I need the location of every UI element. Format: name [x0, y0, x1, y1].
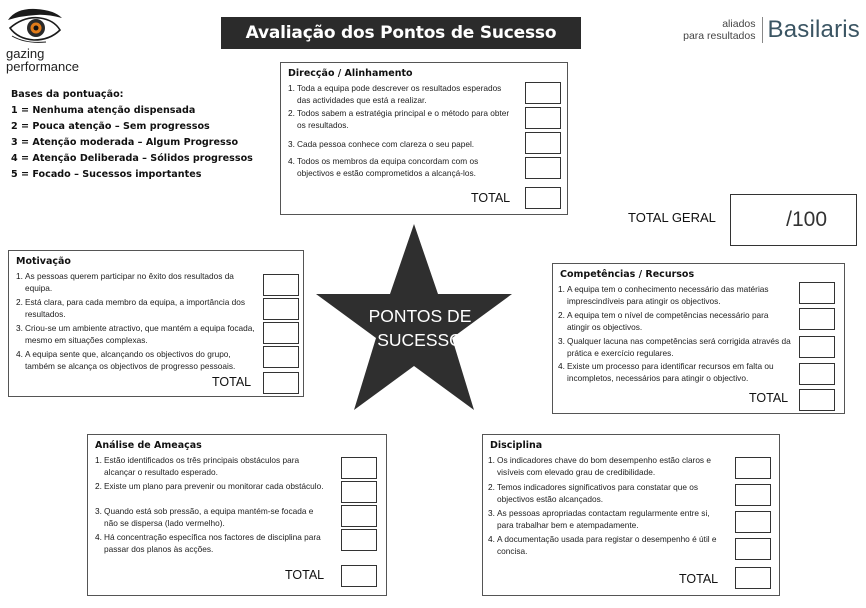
item-text: Criou-se um ambiente atractivo, que mantém a equipa focada, mesmo em situações complexas. — [25, 323, 255, 345]
list-item — [558, 361, 791, 384]
panel-title: Competências / Recursos — [560, 269, 695, 280]
score-input[interactable] — [341, 481, 377, 503]
list-item — [558, 310, 791, 333]
item-number: 1. — [16, 271, 23, 281]
item-text: Qualquer lacuna nas competências será corrigida através da prática e exercício regulares. — [567, 336, 791, 358]
list-item — [16, 349, 256, 372]
score-input[interactable] — [263, 274, 299, 296]
total-geral-label: TOTAL GERAL — [628, 210, 716, 225]
total-input[interactable] — [263, 372, 299, 394]
item-number: 2. — [16, 297, 23, 307]
item-number: 4. — [488, 534, 495, 544]
legend-line: 4 = Atenção Deliberada – Sólidos progressos — [11, 153, 253, 164]
list-item — [288, 156, 513, 179]
score-input[interactable] — [263, 346, 299, 368]
brand-tagline — [683, 18, 755, 42]
logo-line-1: gazing — [6, 46, 45, 61]
item-number: 4. — [95, 532, 102, 542]
total-label: TOTAL — [749, 391, 789, 405]
item-number: 3. — [288, 139, 295, 149]
success-star — [314, 222, 514, 412]
item-number: 2. — [288, 108, 295, 118]
page-title: Avaliação dos Pontos de Sucesso — [245, 23, 557, 43]
score-input[interactable] — [735, 538, 771, 560]
total-input[interactable] — [799, 389, 835, 411]
score-input[interactable] — [735, 511, 771, 533]
total-label: TOTAL — [679, 572, 719, 586]
list-item — [488, 534, 720, 557]
item-text: Há concentração específica nos factores de disciplina para passar dos planos às acções. — [104, 532, 321, 554]
total-label: TOTAL — [285, 568, 325, 582]
item-number: 4. — [288, 156, 295, 166]
item-text: Temos indicadores significativos para constatar que os objectivos estão alcançados. — [497, 482, 699, 504]
panel-direccao-alinhamento — [280, 62, 568, 215]
total-label: TOTAL — [212, 375, 252, 389]
score-input[interactable] — [525, 107, 561, 129]
list-item — [558, 284, 791, 307]
score-input[interactable] — [799, 336, 835, 358]
item-number: 3. — [488, 508, 495, 518]
logo-line-2: performance — [6, 59, 79, 74]
panel-analise-ameacas — [87, 434, 387, 596]
list-item — [16, 297, 256, 320]
item-text: A equipa sente que, alcançando os objectivos do grupo, também se alcança os objectivos de progresso pessoais. — [25, 349, 236, 371]
item-text: Quando está sob pressão, a equipa mantém-se focada e não se dispersa (lado vermelho). — [104, 506, 314, 528]
list-item — [488, 482, 720, 505]
legend-line: 5 = Focado – Sucessos importantes — [11, 169, 202, 180]
score-input[interactable] — [341, 529, 377, 551]
item-number: 1. — [558, 284, 565, 294]
panel-competencias-recursos — [552, 263, 845, 414]
item-number: 3. — [16, 323, 23, 333]
total-geral-input[interactable] — [730, 194, 857, 246]
item-text: A equipa tem o nível de competências necessário para atingir os objectivos. — [567, 310, 769, 332]
score-input[interactable] — [525, 157, 561, 179]
score-input[interactable] — [341, 505, 377, 527]
legend-heading: Bases da pontuação: — [11, 89, 124, 100]
total-input[interactable] — [525, 187, 561, 209]
total-geral-value: /100 — [786, 208, 827, 231]
total-label: TOTAL — [471, 191, 511, 205]
score-input[interactable] — [525, 132, 561, 154]
item-text: Existe um processo para identificar recursos em falta ou incompletos, necessários para atingir o objectivo. — [567, 361, 774, 383]
legend-line: 1 = Nenhuma atenção dispensada — [11, 105, 196, 116]
list-item — [16, 271, 256, 294]
score-input[interactable] — [735, 457, 771, 479]
list-item — [488, 508, 720, 531]
panel-title: Análise de Ameaças — [95, 440, 202, 451]
list-item — [95, 481, 327, 493]
item-text: Existe um plano para prevenir ou monitorar cada obstáculo. — [104, 481, 324, 491]
legend-line: 2 = Pouca atenção – Sem progressos — [11, 121, 210, 132]
item-text: Está clara, para cada membro da equipa, a importância dos resultados. — [25, 297, 245, 319]
item-number: 3. — [95, 506, 102, 516]
item-text: Toda a equipa pode descrever os resultados esperados das actividades que está a realizar. — [297, 83, 502, 105]
score-input[interactable] — [799, 282, 835, 304]
total-input[interactable] — [341, 565, 377, 587]
list-item — [288, 139, 513, 151]
panel-title: Disciplina — [490, 440, 543, 451]
gazing-performance-logo — [6, 6, 106, 73]
panel-disciplina — [482, 434, 780, 596]
panel-title: Direcção / Alinhamento — [288, 68, 413, 79]
star-line-2: SUCESSO — [377, 330, 463, 350]
list-item — [95, 532, 327, 555]
legend-line: 3 = Atenção moderada – Algum Progresso — [11, 137, 239, 148]
list-item — [16, 323, 256, 346]
list-item — [488, 455, 720, 478]
item-number: 2. — [558, 310, 565, 320]
list-item — [558, 336, 791, 359]
panel-motivacao — [8, 250, 304, 397]
score-input[interactable] — [735, 484, 771, 506]
score-input[interactable] — [525, 82, 561, 104]
item-number: 1. — [95, 455, 102, 465]
item-text: Todos sabem a estratégia principal e o método para obter os resultados. — [297, 108, 510, 130]
list-item — [95, 455, 327, 478]
score-input[interactable] — [263, 298, 299, 320]
score-input[interactable] — [799, 308, 835, 330]
panel-title: Motivação — [16, 256, 71, 267]
scoring-legend — [11, 87, 253, 183]
star-line-1: PONTOS DE — [368, 306, 472, 326]
list-item — [288, 108, 513, 131]
item-text: As pessoas apropriadas contactam regularmente entre si, para trabalhar bem e atempadamente. — [497, 508, 710, 530]
brand-tagline-line-2: para resultados — [683, 30, 756, 42]
score-input[interactable] — [341, 457, 377, 479]
item-number: 4. — [16, 349, 23, 359]
score-input[interactable] — [799, 363, 835, 385]
item-number: 2. — [95, 481, 102, 491]
item-text: As pessoas querem participar no êxito dos resultados da equipa. — [25, 271, 234, 293]
eye-logo-icon — [6, 6, 64, 44]
page-title-bar — [221, 17, 581, 49]
total-input[interactable] — [735, 567, 771, 589]
basilaris-brand — [683, 16, 860, 44]
item-number: 3. — [558, 336, 565, 346]
brand-tagline-line-1: aliados — [722, 18, 756, 30]
item-number: 1. — [488, 455, 495, 465]
list-item — [95, 506, 327, 529]
item-number: 1. — [288, 83, 295, 93]
list-item — [288, 83, 513, 106]
brand-divider — [762, 17, 763, 43]
item-text: A equipa tem o conhecimento necessário das matérias imprescindíveis para atingir os objectivos. — [567, 284, 769, 306]
brand-name: Basilaris — [767, 16, 860, 43]
item-text: Estão identificados os três principais obstáculos para alcançar o resultado esperado. — [104, 455, 300, 477]
item-number: 2. — [488, 482, 495, 492]
item-text: Todos os membros da equipa concordam com os objectivos e estão comprometidos a alcançá-los. — [297, 156, 479, 178]
item-text: Cada pessoa conhece com clareza o seu papel. — [297, 139, 475, 149]
item-text: A documentação usada para registar o desempenho é útil e concisa. — [497, 534, 717, 556]
score-input[interactable] — [263, 322, 299, 344]
item-text: Os indicadores chave do bom desempenho estão claros e visíveis com elevado grau de credibilidade. — [497, 455, 712, 477]
item-number: 4. — [558, 361, 565, 371]
